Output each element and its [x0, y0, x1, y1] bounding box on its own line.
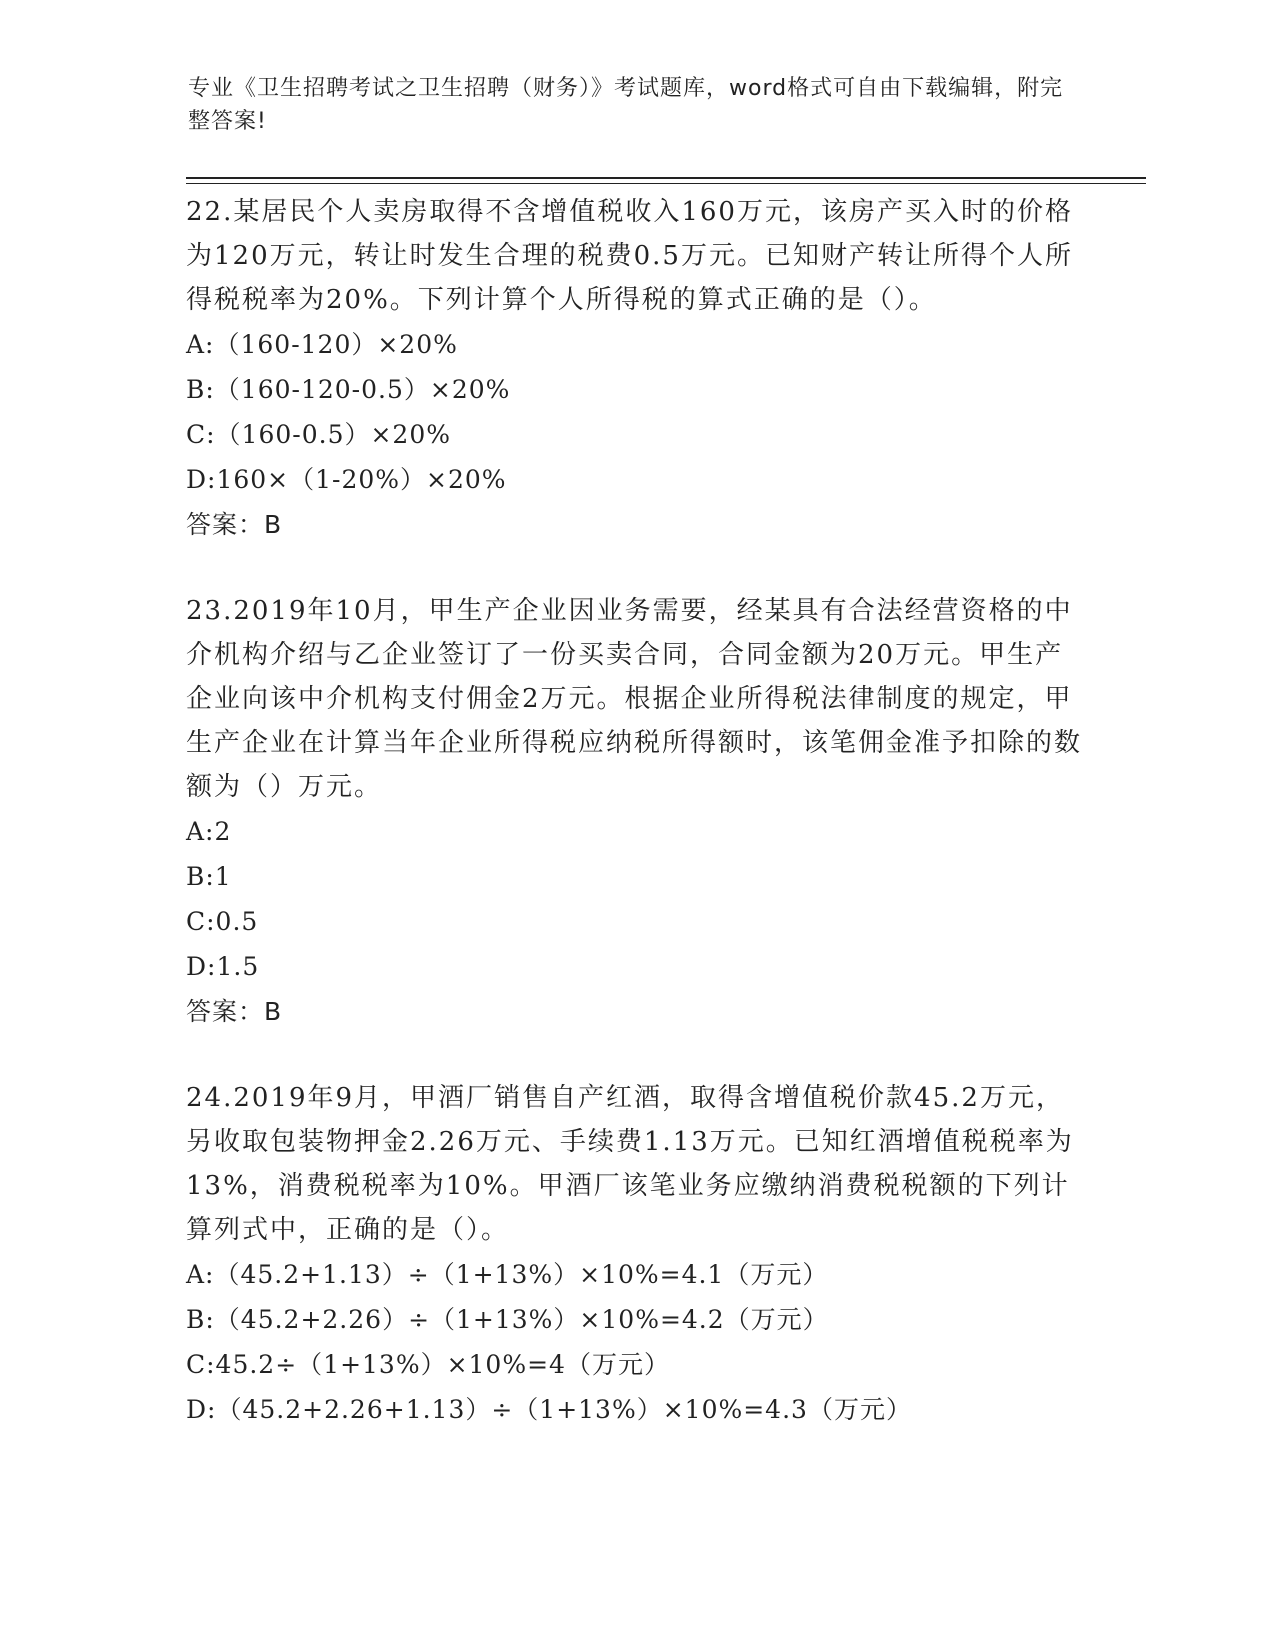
question-text: 22.某居民个人卖房取得不含增值税收入160万元，该房产买入时的价格为120万元，转让时发生合理的税费0.5万元。已知财产转让所得个人所得税税率为20%。下列计算个人所得税的算式正确的是（）。 [186, 197, 1073, 315]
option-d: D:1.5 [186, 952, 260, 981]
answer: 答案：B [186, 997, 283, 1026]
spacer [186, 547, 1086, 589]
option-d: D:（45.2+2.26+1.13）÷（1+13%）×10%=4.3（万元） [186, 1395, 912, 1424]
question-list [186, 190, 1086, 1432]
option-b: B:（45.2+2.26）÷（1+13%）×10%=4.2（万元） [186, 1305, 829, 1334]
question-24 [186, 1076, 1086, 1432]
option-a: A:（45.2+1.13）÷（1+13%）×10%=4.1（万元） [186, 1260, 829, 1289]
question-text: 24.2019年9月，甲酒厂销售自产红酒，取得含增值税价款45.2万元，另收取包装物押金2.26万元、手续费1.13万元。已知红酒增值税税率为13%，消费税税率为10%。甲酒厂该笔业务应缴纳消费税税额的下列计算列式中，正确的是（）。 [186, 1083, 1074, 1245]
option-c: C:（160-0.5）×20% [186, 420, 451, 449]
question-22 [186, 190, 1086, 547]
option-b: B:1 [186, 862, 232, 891]
option-a: A:（160-120）×20% [186, 330, 458, 359]
answer: 答案：B [186, 510, 283, 539]
spacer [186, 1034, 1086, 1076]
question-23 [186, 589, 1086, 1034]
option-c: C:0.5 [186, 907, 259, 936]
option-d: D:160×（1-20%）×20% [186, 465, 507, 494]
question-text: 23.2019年10月，甲生产企业因业务需要，经某具有合法经营资格的中介机构介绍与乙企业签订了一份买卖合同，合同金额为20万元。甲生产企业向该中介机构支付佣金2万元。根据企业所得税法律制度的规定，甲生产企业在计算当年企业所得税应纳税所得额时，该笔佣金准予扣除的数额为（）万元。 [186, 596, 1083, 802]
option-b: B:（160-120-0.5）×20% [186, 375, 511, 404]
option-c: C:45.2÷（1+13%）×10%=4（万元） [186, 1350, 670, 1379]
header-divider-thin [186, 183, 1146, 184]
option-a: A:2 [186, 817, 232, 846]
document-header: 专业《卫生招聘考试之卫生招聘（财务）》考试题库，word格式可自由下载编辑，附完整答案! [188, 76, 1064, 134]
header-divider-thick [186, 177, 1146, 179]
